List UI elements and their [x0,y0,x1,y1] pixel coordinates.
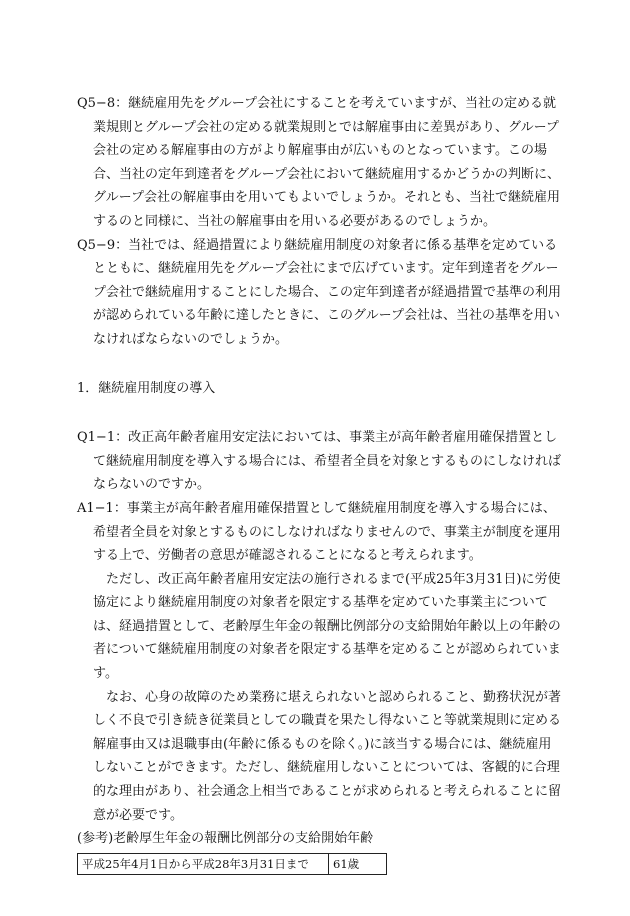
pension-age-table [77,853,387,875]
answer-a1-1-paragraph-2: ただし、改正高年齢者雇用安定法の施行されるまで(平成25年3月31日)に労使協定により継続雇用制度の対象者を限定する基準を定めていた事業主については、経過措置として、老齢厚生年金の報酬比例部分の支給開始年齢以上の年齢の者について継続雇用制度の対象者を限定する基準を定めることが認められています。 [93,571,561,682]
section-heading: 1．継続雇用制度の導入 [77,380,216,396]
answer-a1-1-paragraph-3: なお、心身の故障のため業務に堪えられないと認められること、勤務状況が著しく不良で引き続き従業員としての職責を果たし得ないこと等就業規則に定める解雇事由又は退職事由(年齢に係るものを除く。)に該当する場合には、継続雇用しないことができます。ただし、継続雇用しないことについては、客観的に合理的な理由があり、社会通念上相当であることが求められると考えられることに留意が必要です。 [93,689,562,823]
table-cell-period: 平成25年4月1日から平成28年3月31日まで [78,854,329,875]
question-q5-8: Q5−8：継続雇用先をグループ会社にすることを考えていますが、当社の定める就業規則とグループ会社の定める就業規則とでは解雇事由に差異があり、グループ会社の定める解雇事由の方がより解雇事由が広いものとなっています。この場合、当社の定年到達者をグループ会社において継続雇用するかどうかの判断に、グループ会社の解雇事由を用いてもよいでしょうか。それとも、当社で継続雇用するのと同様に、当社の解雇事由を用いる必要があるのでしょうか。 [77,96,560,229]
question-q1-1: Q1−1：改正高年齢者雇用安定法においては、事業主が高年齢者雇用確保措置として継続雇用制度を導入する場合には、希望者全員を対象とするものにしなければならないのですか。 [77,430,562,493]
answer-a1-1: A1−1：事業主が高年齢者雇用確保措置として継続雇用制度を導入する場合には、希望者全員を対象とするものにしなければなりませんので、事業主が制度を運用する上で、労働者の意思が確認されることになると考えられます。 [77,500,561,564]
document-page [77,92,561,875]
table-row [78,854,387,875]
reference-caption: (参考)老齢厚生年金の報酬比例部分の支給開始年齢 [77,831,374,847]
table-cell-age: 61歳 [329,854,387,875]
question-q5-9: Q5−9：当社では、経過措置により継続雇用制度の対象者に係る基準を定めているとともに、継続雇用先をグループ会社にまで広げています。定年到達者をグループ会社で継続雇用することにした場合、この定年到達者が経過措置で基準の利用が認められている年齢に達したときに、このグループ会社は、当社の基準を用いなければならないのでしょうか。 [77,237,562,347]
